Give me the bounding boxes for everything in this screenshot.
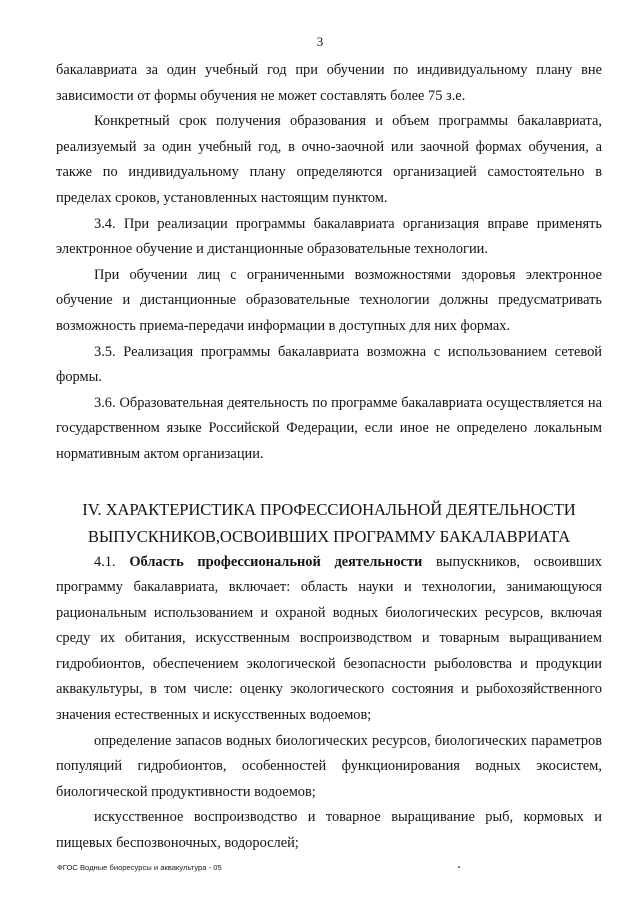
page-footer: ФГОС Водные биоресурсы и аквакультура - 05 bbox=[57, 863, 222, 872]
paragraph-disabilities: При обучении лиц с ограниченными возможностями здоровья электронное обучение и дистанционные образовательные технологии должны предусматривать возможность приема-передачи информации в доступных для них формах. bbox=[56, 266, 602, 334]
scan-speck bbox=[458, 866, 460, 868]
page-number: 3 bbox=[316, 34, 324, 49]
section-heading-line-2: ВЫПУСКНИКОВ,ОСВОИВШИХ ПРОГРАММУ БАКАЛАВРИАТА bbox=[87, 526, 571, 546]
section-heading-line-1: IV. ХАРАКТЕРИСТИКА ПРОФЕССИОНАЛЬНОЙ ДЕЯТЕЛЬНОСТИ bbox=[82, 499, 576, 519]
paragraph-3-6: 3.6. Образовательная деятельность по программе бакалавриата осуществляется на государственном языке Российской Федерации, если иное не определено локальным нормативным актом организации. bbox=[56, 394, 602, 462]
paragraph-study-duration: Конкретный срок получения образования и объем программы бакалавриата, реализуемый за один учебный год, в очно-заочной или заочной формах обучения, а также по индивидуальному плану определяются организацией самостоятельно в пределах сроков, установленных настоящим пунктом. bbox=[56, 113, 602, 206]
paragraph-4-1-text: выпускников, освоивших программу бакалавриата, включает: область науки и технологии, занимающуюся рациональным использованием и охраной водных биологических ресурсов, включая среду их обитания, искусственным воспроизводством и товарным выращиванием гидробионтов, обеспечением экологической безопасности рыболовства и продукции аквакультуры, в том числе: оценку экологического состояния и рыбохозяйственного значения естественных и искусственных водоемов; bbox=[56, 553, 602, 724]
paragraph-3-5: 3.5. Реализация программы бакалавриата возможна с использованием сетевой формы. bbox=[56, 343, 602, 386]
section-heading bbox=[56, 496, 602, 550]
paragraph-4-1-number: 4.1. bbox=[94, 553, 116, 570]
paragraph-resource-assessment: определение запасов водных биологических ресурсов, биологических параметров популяций гидробионтов, особенностей функционирования водных экосистем, биологической продуктивности водоемов; bbox=[56, 732, 602, 800]
paragraph-aquaculture: искусственное воспроизводство и товарное выращивание рыб, кормовых и пищевых беспозвоночных, водорослей; bbox=[56, 809, 602, 852]
paragraph-4-1 bbox=[56, 550, 602, 729]
paragraph-3-4: 3.4. При реализации программы бакалавриата организация вправе применять электронное обучение и дистанционные образовательные технологии. bbox=[56, 215, 602, 258]
paragraph-credit-limit: бакалавриата за один учебный год при обучении по индивидуальному плану вне зависимости от формы обучения не может составлять более 75 з.е. bbox=[56, 62, 602, 104]
page-body bbox=[56, 58, 602, 857]
paragraph-4-1-term: Область профессиональной деятельности bbox=[129, 553, 423, 570]
section-spacer bbox=[56, 468, 602, 482]
